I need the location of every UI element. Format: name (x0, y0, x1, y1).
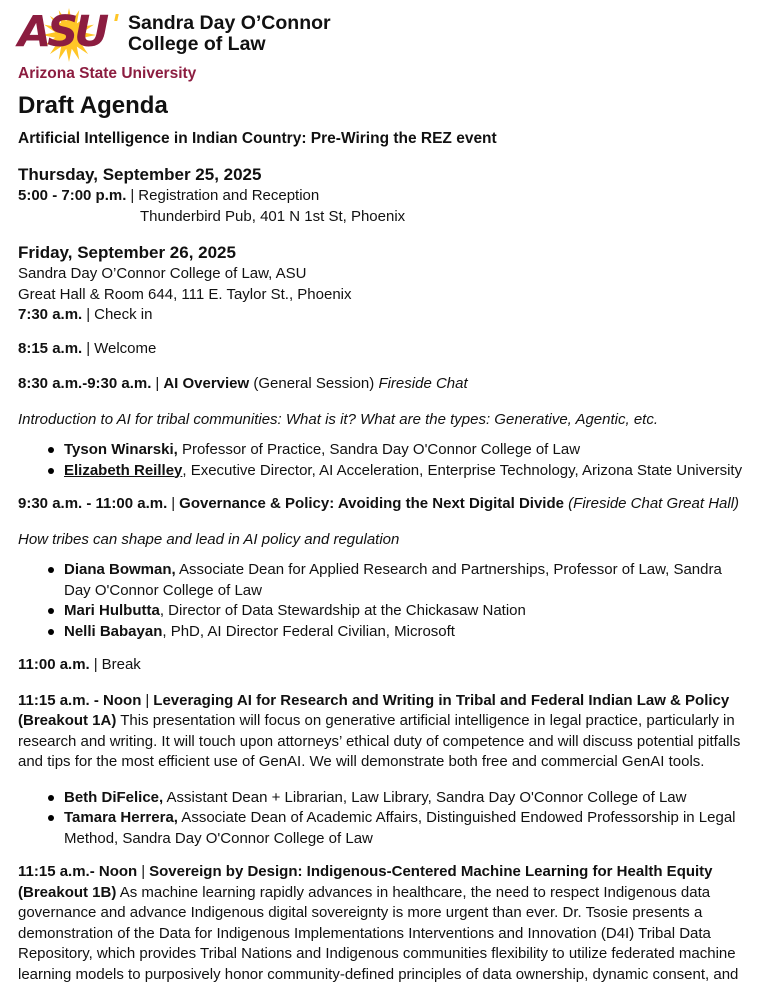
speaker-name: Diana Bowman, (64, 561, 176, 578)
session3-time: 11:15 a.m. - Noon (18, 691, 142, 709)
session2-format: (Fireside Chat Great Hall) (568, 495, 740, 512)
college-name (128, 12, 331, 55)
list-item (18, 560, 748, 601)
day2-heading: Friday, September 26, 2025 (18, 243, 236, 262)
asu-logo-letters: ASU (18, 7, 106, 57)
break-text: Break (101, 656, 141, 673)
day1-item-time: 5:00 - 7:00 p.m. (18, 187, 127, 204)
session2-title: Governance & Policy: Avoiding the Next Digital Divide (179, 495, 564, 512)
speaker-entry (64, 440, 748, 461)
college-name-line2: College of Law (128, 33, 266, 55)
doc-title: Draft Agenda (18, 91, 168, 119)
asu-logo (18, 7, 114, 60)
break-item (18, 655, 748, 676)
session4-title: Sovereign by Design: Indigenous-Centered Machine Learning for Health Equity (Breakout 1B) (18, 863, 713, 901)
bullet-icon (48, 468, 54, 474)
day1-item-location: Thunderbird Pub, 401 N 1st St, Phoenix (140, 207, 406, 225)
header-logo-row (18, 7, 748, 60)
pipe-separator: | (171, 495, 176, 512)
speaker-name-link[interactable]: Elizabeth Reilley (64, 461, 183, 479)
session4-time: 11:15 a.m.- Noon (18, 863, 138, 880)
day1-item-text: Registration and Reception (138, 187, 320, 204)
speaker-role: , PhD, AI Director Federal Civilian, Microsoft (162, 622, 455, 640)
session4-description: As machine learning rapidly advances in healthcare, the need to respect Indigenous data governance and advance Indigenous digital sovereignty is more urgent than ever. Dr. Tsosie presents a demonstration of the Data for Indigenous Implementations Interventions and Innovation (D4I) Tribal Data Repository, which provides Tribal Nations and Indigenous communities flexibility to utilize federated machine learning models to purposively honor community-defined principles of data ownership, dynamic consent, and (18, 883, 739, 983)
speaker-entry (64, 788, 748, 809)
session2-heading (18, 494, 748, 515)
pipe-separator: | (86, 306, 91, 323)
session3-paragraph (18, 691, 748, 773)
speaker-name: Mari Hulbutta (64, 602, 160, 619)
speaker-entry (64, 461, 748, 482)
session1-format: Fireside Chat (378, 375, 468, 392)
session4-paragraph (18, 862, 748, 985)
session2-time: 9:30 a.m. - 11:00 a.m. (18, 495, 168, 512)
checkin-text: Check in (94, 306, 153, 323)
bullet-icon (48, 447, 54, 453)
speaker-role: , Executive Director, AI Acceleration, Enterprise Technology, Arizona State University (182, 461, 743, 479)
list-item (18, 440, 748, 461)
speaker-entry (64, 622, 748, 643)
day1-item (18, 186, 748, 207)
speaker-name: Beth DiFelice, (64, 788, 164, 806)
list-item (18, 788, 748, 809)
list-item (18, 601, 748, 622)
session2-speaker-list (18, 560, 748, 642)
bullet-icon (48, 815, 54, 821)
session3-title: Leveraging AI for Research and Writing in Tribal and Federal Indian Law & Policy (Breakout 1A) (18, 691, 730, 729)
list-item (18, 461, 748, 482)
pipe-separator: | (155, 375, 160, 392)
checkin-item (18, 305, 748, 326)
session1-title: AI Overview (163, 375, 250, 392)
speaker-name: Nelli Babayan (64, 622, 163, 640)
event-title: Artificial Intelligence in Indian Country: Pre-Wiring the REZ event (18, 129, 497, 147)
session3-description: This presentation will focus on generative artificial intelligence in legal practice, particularly in research and writing. It will touch upon attorneys’ ethical duty of competence and will discuss potential pitfalls and tips for the most efficient use of GenAI. We will demonstrate both free and commercial GenAI tools. (18, 712, 741, 770)
welcome-text: Welcome (94, 339, 157, 357)
session1-speaker-list (18, 440, 748, 481)
college-name-line1: Sandra Day O’Connor (128, 12, 331, 34)
session1-heading (18, 374, 748, 395)
pipe-separator: | (93, 656, 98, 673)
session3-speaker-list (18, 788, 748, 850)
speaker-entry (64, 808, 748, 849)
speaker-entry (64, 560, 748, 601)
speaker-role: Associate Dean for Applied Research and Partnerships, Professor of Law, Sandra Day O'Connor College of Law (64, 561, 722, 599)
pipe-separator: | (145, 691, 150, 709)
list-item (18, 622, 748, 643)
checkin-time: 7:30 a.m. (18, 306, 83, 323)
bullet-icon (48, 608, 54, 614)
speaker-name: Tyson Winarski, (64, 441, 178, 458)
pipe-separator: | (86, 339, 91, 357)
speaker-role: Assistant Dean + Librarian, Law Library, Sandra Day O'Connor College of Law (163, 788, 687, 806)
welcome-time: 8:15 a.m. (18, 339, 83, 357)
speaker-role: , Director of Data Stewardship at the Chickasaw Nation (159, 602, 526, 619)
pipe-separator: | (141, 863, 146, 880)
day1-heading: Thursday, September 25, 2025 (18, 165, 262, 184)
speaker-name: Tamara Herrera, (64, 809, 178, 826)
session1-time: 8:30 a.m.-9:30 a.m. (18, 375, 152, 392)
university-name: Arizona State University (18, 65, 197, 82)
break-time: 11:00 a.m. (18, 656, 90, 673)
bullet-icon (48, 795, 54, 801)
pipe-separator: | (130, 187, 135, 204)
day2-venue-line1: Sandra Day O’Connor College of Law, ASU (18, 265, 307, 282)
speaker-role: Associate Dean of Academic Affairs, Distinguished Endowed Professorship in Legal Method, Sandra Day O'Connor College of Law (64, 809, 736, 847)
bullet-icon (48, 629, 54, 635)
welcome-item (18, 339, 748, 360)
asu-logo-trademark-tick (114, 14, 118, 21)
speaker-entry (64, 601, 748, 622)
session2-description: How tribes can shape and lead in AI policy and regulation (18, 530, 400, 548)
session1-description: Introduction to AI for tribal communities: What is it? What are the types: Generative, Agentic, etc. (18, 410, 659, 428)
speaker-role: Professor of Practice, Sandra Day O'Connor College of Law (177, 441, 581, 458)
list-item (18, 808, 748, 849)
session1-title-suffix: (General Session) (249, 375, 379, 392)
bullet-icon (48, 567, 54, 573)
day2-venue-line2: Great Hall & Room 644, 111 E. Taylor St., Phoenix (18, 285, 352, 303)
